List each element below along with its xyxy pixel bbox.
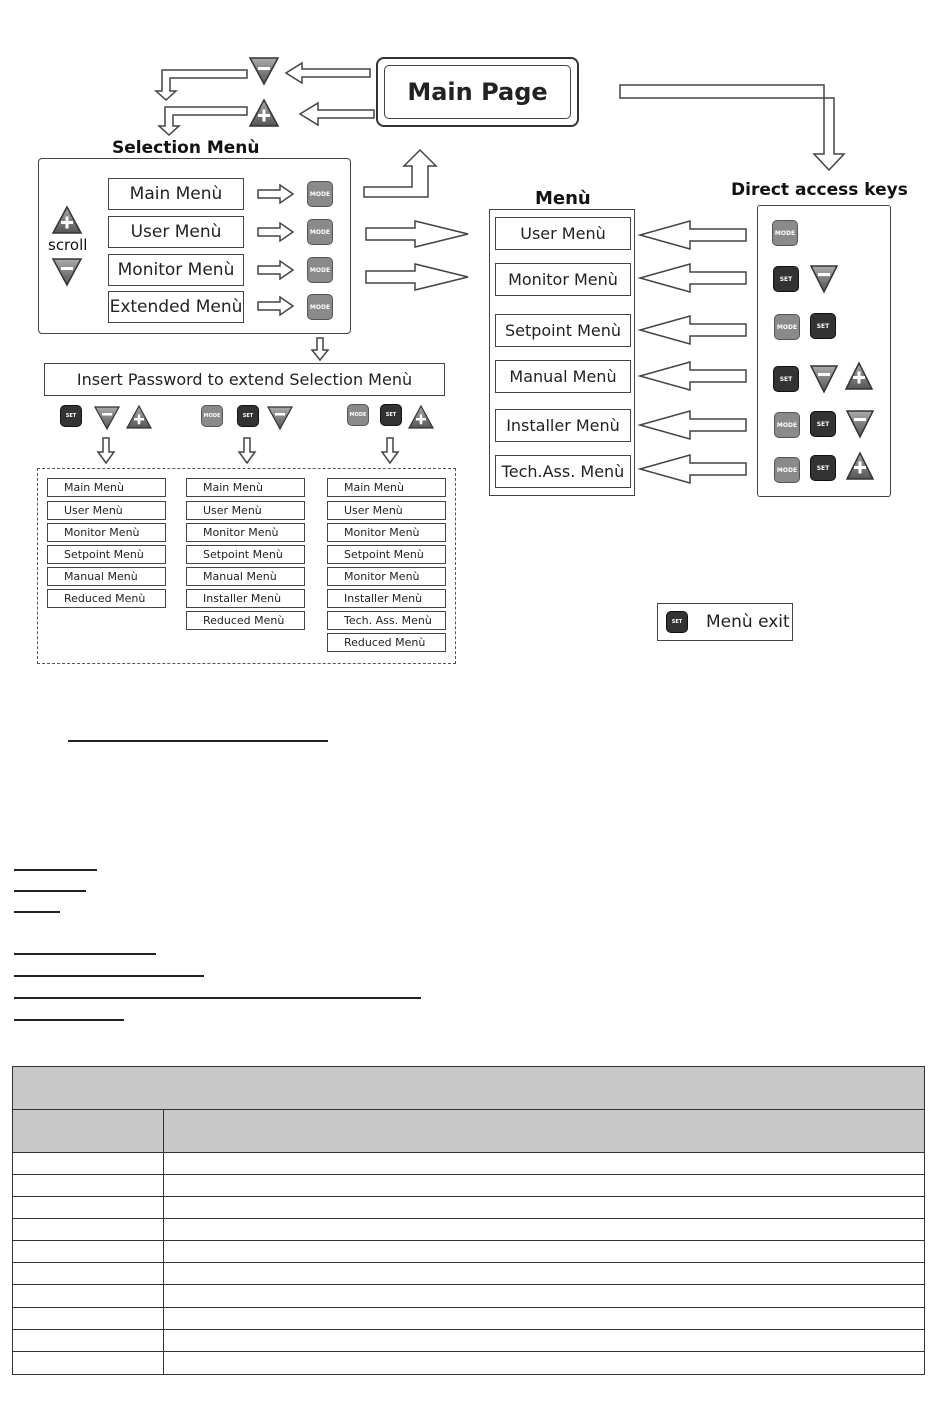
menu-item-label: Setpoint Menù <box>504 321 622 340</box>
table-row <box>12 1286 925 1308</box>
list-item: Tech. Ass. Menù <box>327 611 446 630</box>
selection-item-monitor[interactable] <box>108 254 244 286</box>
list-item: Reduced Menù <box>327 633 446 652</box>
arrow-icon <box>640 362 746 390</box>
redacted-line <box>14 911 60 913</box>
plus-key-icon <box>409 406 433 428</box>
list-item: Main Menù <box>327 478 446 497</box>
list-item: Manual Menù <box>186 567 305 586</box>
mode-key-icon[interactable]: MODE <box>774 412 800 438</box>
table-row <box>12 1263 925 1285</box>
password-box <box>44 363 445 396</box>
selection-menu-title: Selection Menù <box>112 138 260 158</box>
arrow-icon <box>620 85 844 170</box>
mode-key-icon[interactable]: MODE <box>774 314 800 340</box>
menu-item-installer[interactable] <box>495 409 631 442</box>
selection-item-label: Monitor Menù <box>117 260 235 280</box>
list-item: Reduced Menù <box>47 589 166 608</box>
list-item: Main Menù <box>186 478 305 497</box>
set-key-icon[interactable]: SET <box>810 455 836 481</box>
list-item: User Menù <box>186 501 305 520</box>
arrow-icon <box>239 438 255 463</box>
list-item: Installer Menù <box>327 589 446 608</box>
table-row <box>12 1330 925 1352</box>
table-row <box>12 1175 925 1197</box>
set-key-icon[interactable]: SET <box>237 405 259 427</box>
table-row <box>12 1308 925 1330</box>
set-key-icon: SET <box>666 611 688 633</box>
menu-title: Menù <box>535 188 591 209</box>
table-row <box>12 1197 925 1219</box>
redacted-line <box>14 869 97 871</box>
mode-key-icon[interactable]: MODE <box>347 404 369 426</box>
arrow-icon <box>640 221 746 249</box>
redacted-line <box>14 1019 124 1021</box>
main-page-label: Main Page <box>407 78 548 106</box>
arrow-icon <box>312 338 328 360</box>
arrow-icon <box>286 63 370 83</box>
arrow-icon <box>159 107 247 135</box>
arrow-icon <box>382 438 398 463</box>
arrow-icon <box>366 264 468 290</box>
menu-frame <box>489 209 635 496</box>
list-item: User Menù <box>327 501 446 520</box>
set-key-icon[interactable]: SET <box>773 366 799 392</box>
main-page-box <box>376 57 579 127</box>
list-item: Monitor Menù <box>327 567 446 586</box>
selection-item-extended[interactable] <box>108 291 244 323</box>
mode-key-icon[interactable]: MODE <box>772 220 798 246</box>
table-row <box>12 1153 925 1175</box>
list-item: Installer Menù <box>186 589 305 608</box>
set-key-icon[interactable]: SET <box>810 313 836 339</box>
table-header-row <box>12 1109 925 1153</box>
menu-item-monitor[interactable] <box>495 263 631 296</box>
mode-key-icon[interactable]: MODE <box>307 219 333 245</box>
menu-item-label: Manual Menù <box>509 367 617 386</box>
set-key-icon[interactable]: SET <box>60 405 82 427</box>
table-row <box>12 1219 925 1241</box>
set-key-icon[interactable]: SET <box>773 266 799 292</box>
menu-item-user[interactable] <box>495 217 631 250</box>
plus-key-icon <box>127 406 151 428</box>
list-item: User Menù <box>47 501 166 520</box>
list-item: Setpoint Menù <box>327 545 446 564</box>
selection-item-label: Main Menù <box>129 184 223 204</box>
arrow-icon <box>300 103 374 125</box>
menu-item-tech-ass[interactable] <box>495 455 631 488</box>
mode-key-icon[interactable]: MODE <box>307 257 333 283</box>
redacted-line <box>68 740 328 742</box>
menu-exit-box[interactable] <box>657 603 793 641</box>
list-item: Monitor Menù <box>47 523 166 542</box>
mode-key-icon[interactable]: MODE <box>201 405 223 427</box>
mode-key-icon[interactable]: MODE <box>307 294 333 320</box>
minus-key-icon <box>250 58 278 84</box>
password-label: Insert Password to extend Selection Menù <box>76 370 413 389</box>
scroll-label: scroll <box>48 236 88 254</box>
menu-item-setpoint[interactable] <box>495 314 631 347</box>
selection-item-label: User Menù <box>130 222 222 242</box>
menu-exit-label: Menù exit <box>706 612 790 632</box>
menu-item-label: Installer Menù <box>506 416 620 435</box>
arrow-icon <box>640 455 746 483</box>
direct-access-frame <box>757 205 891 497</box>
list-item: Setpoint Menù <box>47 545 166 564</box>
redacted-line <box>14 890 86 892</box>
plus-key-icon <box>250 100 278 126</box>
table-row <box>12 1241 925 1263</box>
list-item: Main Menù <box>47 478 166 497</box>
list-item: Reduced Menù <box>186 611 305 630</box>
selection-item-label: Extended Menù <box>109 297 243 317</box>
mode-key-icon[interactable]: MODE <box>307 181 333 207</box>
arrow-icon <box>156 70 247 100</box>
arrow-icon <box>366 221 468 247</box>
table-title-row <box>12 1066 925 1110</box>
set-key-icon[interactable]: SET <box>380 404 402 426</box>
redacted-line <box>14 953 156 955</box>
redacted-line <box>14 997 421 999</box>
selection-item-main[interactable] <box>108 178 244 210</box>
table-row <box>12 1352 925 1374</box>
set-key-icon[interactable]: SET <box>810 411 836 437</box>
list-item: Manual Menù <box>47 567 166 586</box>
direct-access-title: Direct access keys <box>731 180 908 200</box>
list-item: Setpoint Menù <box>186 545 305 564</box>
arrow-icon <box>640 411 746 439</box>
mode-key-icon[interactable]: MODE <box>774 457 800 483</box>
list-item: Monitor Menù <box>186 523 305 542</box>
arrow-icon <box>640 264 746 292</box>
menu-item-label: User Menù <box>520 224 606 243</box>
selection-item-user[interactable] <box>108 216 244 248</box>
arrow-icon <box>98 438 114 463</box>
arrow-icon <box>364 150 436 197</box>
arrow-icon <box>640 316 746 344</box>
menu-item-label: Monitor Menù <box>508 270 618 289</box>
redacted-line <box>14 975 204 977</box>
list-item: Monitor Menù <box>327 523 446 542</box>
menu-item-label: Tech.Ass. Menù <box>501 462 625 481</box>
minus-key-icon <box>268 407 292 429</box>
menu-item-manual[interactable] <box>495 360 631 393</box>
minus-key-icon <box>95 407 119 429</box>
